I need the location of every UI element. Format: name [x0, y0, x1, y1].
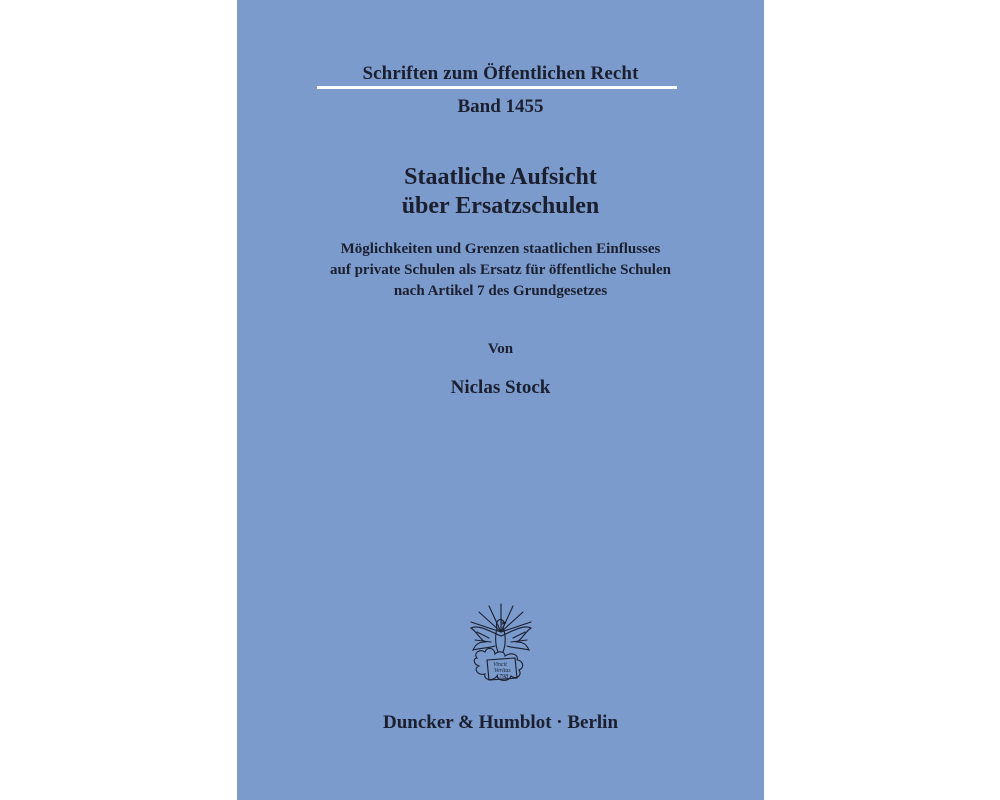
book-subtitle: [237, 239, 764, 302]
volume-number: Band 1455: [457, 96, 544, 117]
emblem-banner-text: Vincit: [493, 662, 507, 668]
emblem-banner-text: 1798: [496, 674, 508, 680]
book-subtitle-line: auf private Schulen als Ersatz für öffentliche Schulen: [330, 262, 671, 278]
phoenix-publisher-emblem-icon: [465, 602, 537, 688]
book-title: [237, 163, 764, 221]
book-title-line: Staatliche Aufsicht: [404, 164, 597, 190]
series-divider: [317, 86, 677, 89]
author-name: Niclas Stock: [450, 377, 551, 398]
by-label: Von: [487, 341, 514, 357]
book-cover: [237, 0, 764, 800]
book-subtitle-line: Möglichkeiten und Grenzen staatlichen Einflusses: [340, 241, 661, 257]
book-subtitle-line: nach Artikel 7 des Grundgesetzes: [393, 283, 608, 299]
emblem-banner-text: Veritas: [494, 668, 511, 674]
series-title: Schriften zum Öffentlichen Recht: [362, 63, 639, 84]
book-title-line: über Ersatzschulen: [401, 193, 600, 219]
publisher-imprint: Duncker & Humblot · Berlin: [382, 712, 619, 733]
